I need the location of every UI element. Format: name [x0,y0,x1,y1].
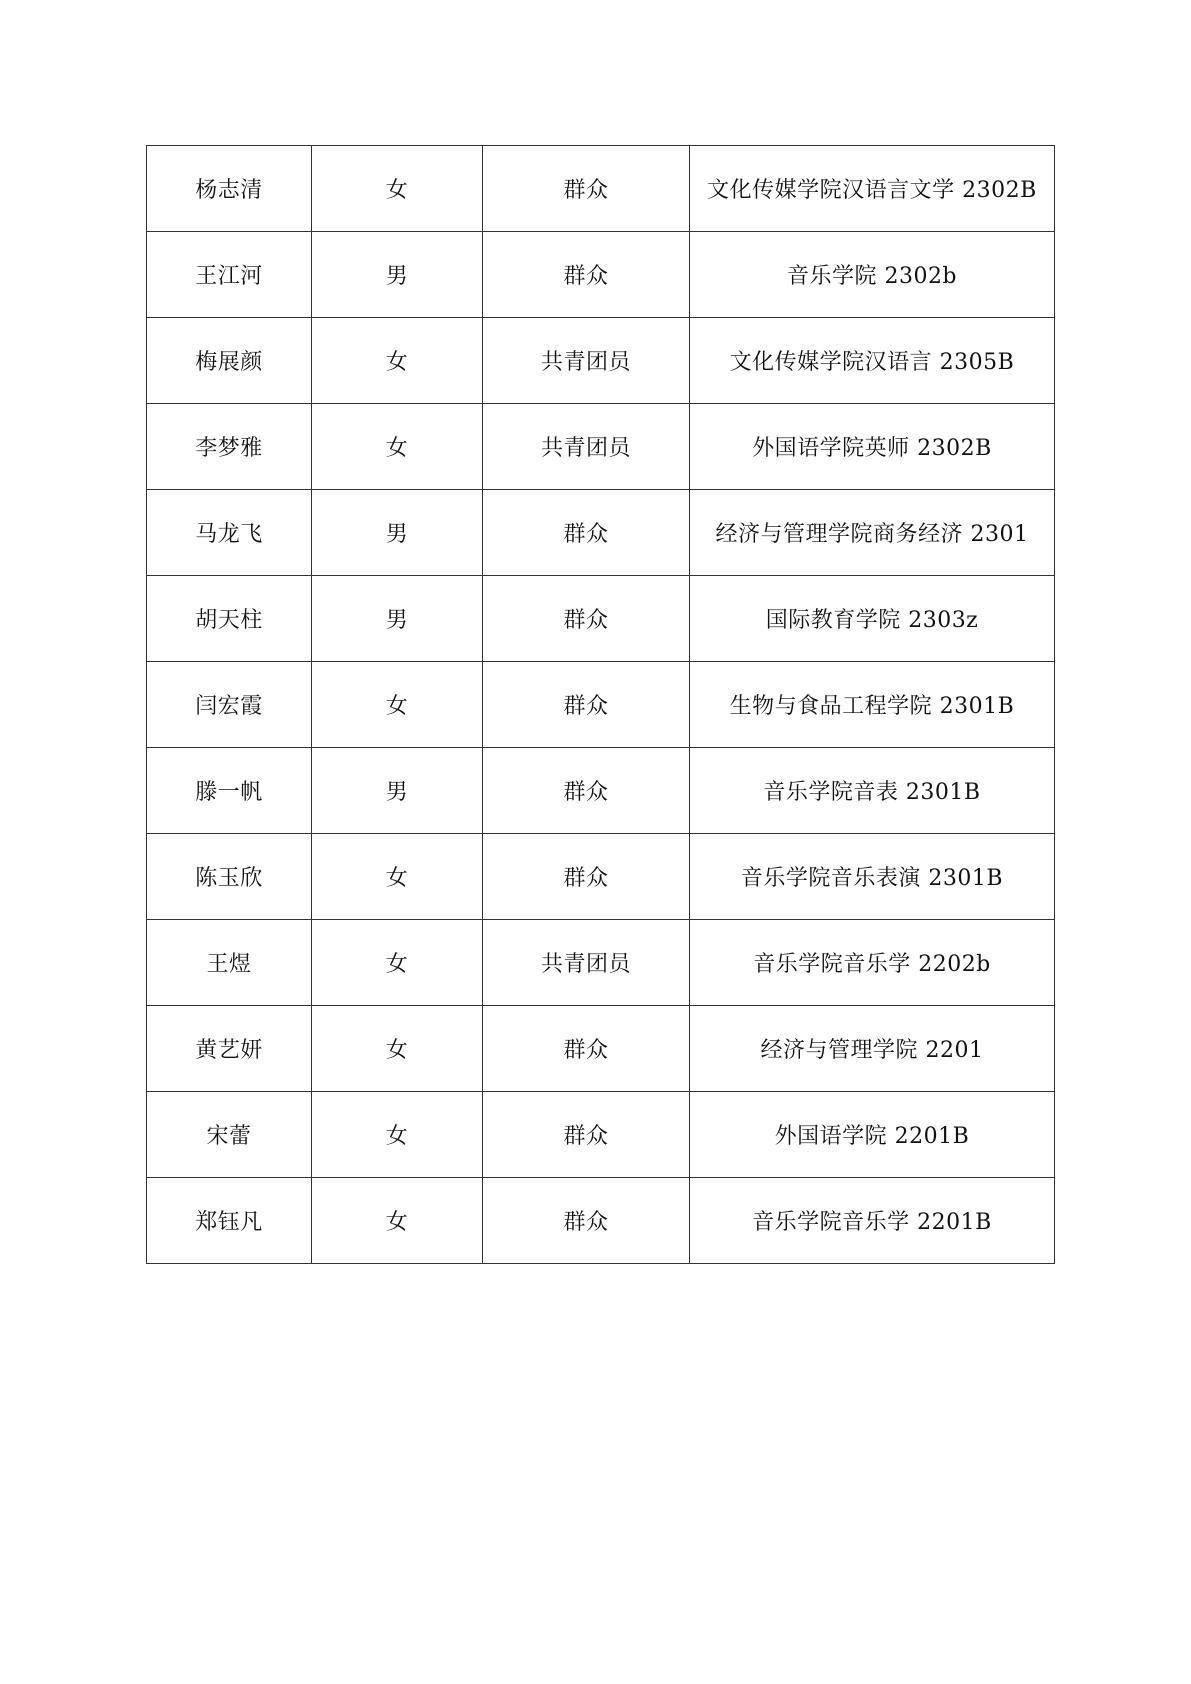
political-status-cell: 共青团员 [483,404,690,490]
table-row [147,1006,1055,1092]
roster-body [147,146,1055,1264]
table-row [147,318,1055,404]
political-status-cell: 群众 [483,146,690,232]
political-status-cell: 群众 [483,1092,690,1178]
political-status-cell: 群众 [483,232,690,318]
gender-cell: 男 [312,748,483,834]
name-cell: 杨志清 [147,146,312,232]
gender-cell: 女 [312,146,483,232]
class-cell: 外国语学院英师 2302B [690,404,1055,490]
gender-cell: 女 [312,1092,483,1178]
political-status-cell: 共青团员 [483,318,690,404]
gender-cell: 女 [312,920,483,1006]
name-cell: 滕一帆 [147,748,312,834]
table-row [147,748,1055,834]
name-cell: 胡天柱 [147,576,312,662]
table-row [147,146,1055,232]
name-cell: 陈玉欣 [147,834,312,920]
political-status-cell: 群众 [483,834,690,920]
political-status-cell: 群众 [483,576,690,662]
political-status-cell: 共青团员 [483,920,690,1006]
class-cell: 经济与管理学院商务经济 2301 [690,490,1055,576]
political-status-cell: 群众 [483,662,690,748]
gender-cell: 男 [312,490,483,576]
political-status-cell: 群众 [483,1006,690,1092]
table-row [147,404,1055,490]
table-row [147,662,1055,748]
name-cell: 郑钰凡 [147,1178,312,1264]
name-cell: 王江河 [147,232,312,318]
gender-cell: 男 [312,576,483,662]
class-cell: 外国语学院 2201B [690,1092,1055,1178]
name-cell: 李梦雅 [147,404,312,490]
class-cell: 音乐学院音乐学 2202b [690,920,1055,1006]
gender-cell: 女 [312,404,483,490]
class-cell: 国际教育学院 2303z [690,576,1055,662]
table-row [147,490,1055,576]
name-cell: 梅展颜 [147,318,312,404]
table-row [147,1092,1055,1178]
student-roster-table [146,145,1055,1264]
table-row [147,834,1055,920]
political-status-cell: 群众 [483,490,690,576]
table-row [147,920,1055,1006]
class-cell: 生物与食品工程学院 2301B [690,662,1055,748]
gender-cell: 男 [312,232,483,318]
gender-cell: 女 [312,662,483,748]
gender-cell: 女 [312,318,483,404]
name-cell: 王煜 [147,920,312,1006]
table-row [147,232,1055,318]
table-row [147,1178,1055,1264]
name-cell: 闫宏霞 [147,662,312,748]
class-cell: 音乐学院 2302b [690,232,1055,318]
class-cell: 文化传媒学院汉语言文学 2302B [690,146,1055,232]
class-cell: 文化传媒学院汉语言 2305B [690,318,1055,404]
class-cell: 音乐学院音乐学 2201B [690,1178,1055,1264]
name-cell: 马龙飞 [147,490,312,576]
class-cell: 音乐学院音表 2301B [690,748,1055,834]
name-cell: 宋蕾 [147,1092,312,1178]
class-cell: 经济与管理学院 2201 [690,1006,1055,1092]
gender-cell: 女 [312,834,483,920]
gender-cell: 女 [312,1006,483,1092]
name-cell: 黄艺妍 [147,1006,312,1092]
class-cell: 音乐学院音乐表演 2301B [690,834,1055,920]
table-row [147,576,1055,662]
political-status-cell: 群众 [483,748,690,834]
political-status-cell: 群众 [483,1178,690,1264]
gender-cell: 女 [312,1178,483,1264]
